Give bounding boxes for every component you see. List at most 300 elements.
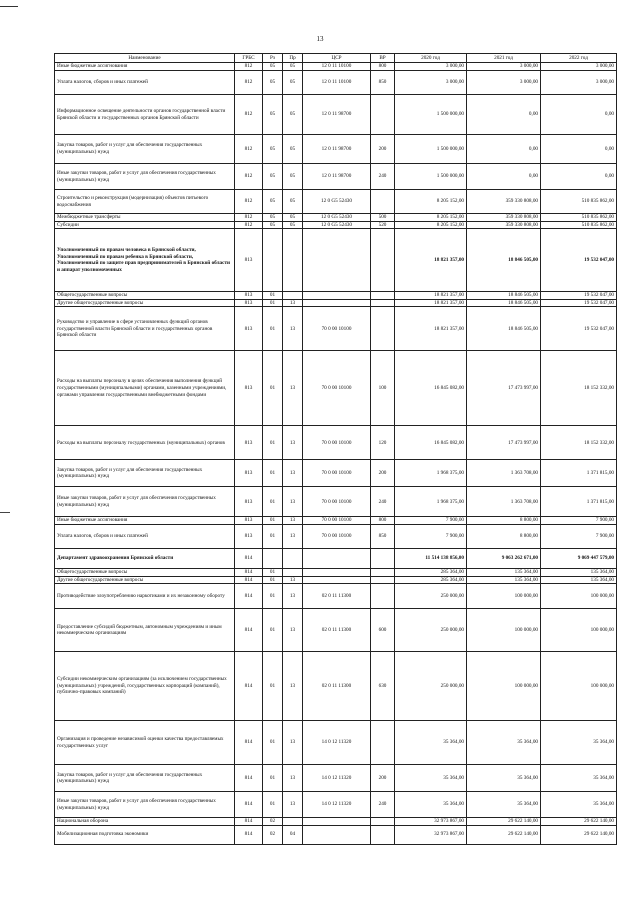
cell-pr: 13 (283, 487, 303, 517)
cell-rz: 05 (263, 135, 283, 164)
cell-name: Иные бюджетные ассигнования (55, 517, 235, 525)
table-row (55, 299, 617, 307)
cell-2021: 1 363 708,00 (467, 460, 541, 487)
cell-rz (263, 548, 283, 568)
cell-2020: 16 845 082,00 (395, 351, 467, 426)
header-grbs: ГРБС (235, 54, 263, 63)
cell-2021: 100 000,00 (467, 609, 541, 652)
cell-grbs: 814 (235, 568, 263, 576)
cell-grbs: 814 (235, 584, 263, 609)
cell-2021: 135 364,00 (467, 576, 541, 584)
cell-name: Общегосударственные вопросы (55, 292, 235, 300)
cell-csr: 12 0 11 98700 (303, 95, 371, 135)
cell-name: Иные закупки товаров, работ и услуг для обеспечения государственных (муниципальных) нужд (55, 487, 235, 517)
cell-2022: 135 364,00 (541, 568, 617, 576)
cell-name: Уплата налогов, сборов и иных платежей (55, 71, 235, 95)
cell-2020: 18 821 357,00 (395, 307, 467, 351)
cell-2022: 100 000,00 (541, 652, 617, 721)
cell-vr: 800 (371, 517, 395, 525)
cell-2022: 18 152 332,00 (541, 426, 617, 460)
cell-2021: 35 364,00 (467, 765, 541, 792)
cell-2022: 510 835 862,00 (541, 221, 617, 229)
cell-pr: 05 (283, 221, 303, 229)
cell-csr: 12 0 11 10100 (303, 63, 371, 71)
cell-name: Иные бюджетные ассигнования (55, 63, 235, 71)
cell-csr: 14 0 12 11320 (303, 765, 371, 792)
cell-rz: 01 (263, 517, 283, 525)
cell-grbs: 814 (235, 576, 263, 584)
cell-vr: 200 (371, 765, 395, 792)
cell-grbs: 813 (235, 487, 263, 517)
cell-pr: 13 (283, 299, 303, 307)
table-header-row (55, 54, 617, 63)
cell-2022: 35 364,00 (541, 765, 617, 792)
cell-2021: 17 473 997,00 (467, 426, 541, 460)
cell-2020: 32 973 867,00 (395, 818, 467, 826)
cell-pr (283, 548, 303, 568)
table-row (55, 721, 617, 765)
cell-rz: 01 (263, 792, 283, 818)
cell-vr: 120 (371, 426, 395, 460)
cell-2021: 359 330 808,00 (467, 221, 541, 229)
cell-vr (371, 292, 395, 300)
cell-vr (371, 548, 395, 568)
cell-2021: 3 000,00 (467, 71, 541, 95)
cell-grbs: 814 (235, 825, 263, 844)
table-row (55, 307, 617, 351)
header-rz: Рз (263, 54, 283, 63)
cell-grbs: 813 (235, 292, 263, 300)
table-row (55, 164, 617, 190)
cell-2021: 18 846 505,00 (467, 307, 541, 351)
cell-csr (303, 818, 371, 826)
cell-csr: 12 0 G5 52430 (303, 221, 371, 229)
cell-2021: 18 846 505,00 (467, 299, 541, 307)
header-csr: ЦСР (303, 54, 371, 63)
cell-csr: 70 0 00 10100 (303, 517, 371, 525)
cell-rz: 02 (263, 825, 283, 844)
cell-csr: 12 0 11 98700 (303, 164, 371, 190)
cell-rz: 05 (263, 164, 283, 190)
cell-csr: 14 0 12 11320 (303, 792, 371, 818)
cell-csr: 02 0 11 11300 (303, 584, 371, 609)
cell-csr: 02 0 11 11300 (303, 609, 371, 652)
cell-2022: 1 371 815,00 (541, 460, 617, 487)
cell-2022: 29 622 140,00 (541, 825, 617, 844)
cell-2021: 35 364,00 (467, 721, 541, 765)
cell-2021: 8 800,00 (467, 524, 541, 548)
cell-2021: 100 000,00 (467, 652, 541, 721)
cell-2021: 359 330 808,00 (467, 190, 541, 214)
table-row (55, 792, 617, 818)
cell-grbs: 814 (235, 765, 263, 792)
cell-name: Уполномоченный по правам человека в Брянской области, Уполномоченный по правам ребенка в Брянской области, Уполномоченный по защите прав предпринимателей в Брянской области и аппарат уполномоченных (55, 229, 235, 292)
cell-vr (371, 299, 395, 307)
cell-grbs: 812 (235, 164, 263, 190)
cell-name: Закупка товаров, работ и услуг для обеспечения государственных (муниципальных) нужд (55, 765, 235, 792)
cell-2020: 8 205 152,00 (395, 190, 467, 214)
cell-pr: 05 (283, 190, 303, 214)
cell-rz: 01 (263, 652, 283, 721)
cell-2020: 3 000,00 (395, 71, 467, 95)
cell-2022: 7 900,00 (541, 524, 617, 548)
cell-pr: 05 (283, 95, 303, 135)
cell-csr (303, 292, 371, 300)
cell-name: Противодействие злоупотреблению наркотиками и их незаконному обороту (55, 584, 235, 609)
table-row (55, 426, 617, 460)
cell-csr: 70 0 00 10100 (303, 426, 371, 460)
table-row (55, 190, 617, 214)
cell-2022: 9 069 447 579,00 (541, 548, 617, 568)
cell-vr: 100 (371, 351, 395, 426)
cell-csr (303, 548, 371, 568)
cell-2020: 250 000,00 (395, 609, 467, 652)
cell-pr: 13 (283, 576, 303, 584)
header-vr: ВР (371, 54, 395, 63)
cell-grbs: 812 (235, 221, 263, 229)
cell-name: Руководство и управление в сфере установленных функций органов государственной власти Брянской области и государственных органов Брянской области (55, 307, 235, 351)
cell-pr (283, 229, 303, 292)
cell-grbs: 813 (235, 517, 263, 525)
cell-grbs: 813 (235, 229, 263, 292)
cell-pr: 13 (283, 307, 303, 351)
cell-rz: 05 (263, 190, 283, 214)
cell-grbs: 813 (235, 524, 263, 548)
cell-grbs: 812 (235, 190, 263, 214)
cell-pr: 13 (283, 524, 303, 548)
table-row (55, 229, 617, 292)
cell-pr: 13 (283, 584, 303, 609)
cell-rz: 01 (263, 292, 283, 300)
cell-vr: 630 (371, 652, 395, 721)
cell-grbs: 813 (235, 307, 263, 351)
cell-name: Уплата налогов, сборов и иных платежей (55, 524, 235, 548)
cell-grbs: 814 (235, 792, 263, 818)
cell-2020: 3 000,00 (395, 63, 467, 71)
cell-2020: 18 821 357,00 (395, 292, 467, 300)
cell-grbs: 813 (235, 460, 263, 487)
cell-pr: 13 (283, 426, 303, 460)
cell-csr (303, 299, 371, 307)
cell-vr (371, 307, 395, 351)
cell-2020: 7 900,00 (395, 524, 467, 548)
cell-rz: 05 (263, 221, 283, 229)
table-row (55, 460, 617, 487)
cell-name: Общегосударственные вопросы (55, 568, 235, 576)
cell-2020: 1 500 000,00 (395, 95, 467, 135)
cell-pr: 05 (283, 63, 303, 71)
cell-2021: 100 000,00 (467, 584, 541, 609)
cell-rz: 05 (263, 95, 283, 135)
cell-pr: 13 (283, 609, 303, 652)
cell-2021: 3 000,00 (467, 63, 541, 71)
cell-2022: 135 364,00 (541, 576, 617, 584)
header-2020: 2020 год (395, 54, 467, 63)
header-2022: 2022 год (541, 54, 617, 63)
cell-rz: 01 (263, 460, 283, 487)
cell-vr (371, 825, 395, 844)
cell-2020: 18 821 357,00 (395, 229, 467, 292)
cell-rz: 02 (263, 818, 283, 826)
cell-csr (303, 576, 371, 584)
cell-pr (283, 292, 303, 300)
table-row (55, 71, 617, 95)
page-number: 13 (316, 35, 324, 43)
cell-2020: 8 205 152,00 (395, 214, 467, 222)
cell-2022: 19 532 047,00 (541, 299, 617, 307)
cell-csr: 12 0 G5 52430 (303, 214, 371, 222)
cell-2020: 7 900,00 (395, 517, 467, 525)
cell-pr: 13 (283, 351, 303, 426)
cell-csr: 70 0 00 10100 (303, 307, 371, 351)
cell-name: Расходы на выплаты персоналу государственных (муниципальных) органов (55, 426, 235, 460)
cell-2021: 9 063 262 671,00 (467, 548, 541, 568)
cell-2020: 1 968 375,00 (395, 460, 467, 487)
table-row (55, 818, 617, 826)
cell-2020: 32 973 867,00 (395, 825, 467, 844)
cell-vr: 600 (371, 609, 395, 652)
cell-2021: 8 800,00 (467, 517, 541, 525)
cell-2022: 19 532 047,00 (541, 229, 617, 292)
cell-pr (283, 568, 303, 576)
cell-grbs: 812 (235, 71, 263, 95)
table-row (55, 584, 617, 609)
cell-pr: 04 (283, 825, 303, 844)
scan-mark-side (0, 512, 10, 513)
table-row (55, 576, 617, 584)
cell-vr (371, 190, 395, 214)
cell-vr (371, 721, 395, 765)
cell-2020: 250 000,00 (395, 652, 467, 721)
cell-rz: 01 (263, 524, 283, 548)
cell-vr (371, 818, 395, 826)
cell-rz: 05 (263, 71, 283, 95)
cell-grbs: 812 (235, 135, 263, 164)
table-body (55, 63, 617, 845)
cell-2020: 16 845 082,00 (395, 426, 467, 460)
cell-name: Закупка товаров, работ и услуг для обеспечения государственных (муниципальных) нужд (55, 460, 235, 487)
table-row (55, 568, 617, 576)
cell-vr: 500 (371, 214, 395, 222)
cell-pr: 05 (283, 164, 303, 190)
cell-pr: 05 (283, 135, 303, 164)
cell-2022: 1 371 815,00 (541, 487, 617, 517)
cell-csr (303, 229, 371, 292)
cell-2022: 510 835 862,00 (541, 190, 617, 214)
cell-2021: 17 473 997,00 (467, 351, 541, 426)
cell-rz: 01 (263, 351, 283, 426)
table-row (55, 652, 617, 721)
cell-pr: 13 (283, 792, 303, 818)
cell-rz: 01 (263, 568, 283, 576)
cell-vr: 520 (371, 221, 395, 229)
cell-vr: 240 (371, 487, 395, 517)
table-row (55, 524, 617, 548)
header-name: Наименование (55, 54, 235, 63)
cell-csr (303, 568, 371, 576)
cell-name: Строительство и реконструкция (модернизация) объектов питьевого водоснабжения (55, 190, 235, 214)
cell-name: Предоставление субсидий бюджетным, автономным учреждениям и иным некоммерческим организациям (55, 609, 235, 652)
cell-grbs: 814 (235, 818, 263, 826)
cell-grbs: 813 (235, 299, 263, 307)
cell-2022: 29 622 140,00 (541, 818, 617, 826)
cell-2021: 135 364,00 (467, 568, 541, 576)
cell-pr: 05 (283, 214, 303, 222)
cell-2022: 3 000,00 (541, 63, 617, 71)
cell-pr: 13 (283, 460, 303, 487)
cell-2021: 18 846 505,00 (467, 229, 541, 292)
cell-name: Организация и проведение независимой оценки качества предоставляемых государственных услуг (55, 721, 235, 765)
scan-mark-top (0, 6, 18, 7)
cell-vr: 850 (371, 524, 395, 548)
cell-2022: 35 364,00 (541, 792, 617, 818)
cell-2022: 0,00 (541, 164, 617, 190)
cell-rz (263, 229, 283, 292)
header-pr: Пр (283, 54, 303, 63)
cell-2022: 18 152 332,00 (541, 351, 617, 426)
cell-2020: 250 000,00 (395, 584, 467, 609)
cell-vr: 240 (371, 164, 395, 190)
table-row (55, 825, 617, 844)
cell-2020: 35 364,00 (395, 721, 467, 765)
cell-rz: 05 (263, 63, 283, 71)
cell-2020: 1 500 000,00 (395, 164, 467, 190)
cell-grbs: 814 (235, 721, 263, 765)
cell-2022: 0,00 (541, 135, 617, 164)
cell-name: Закупка товаров, работ и услуг для обеспечения государственных (муниципальных) нужд (55, 135, 235, 164)
cell-pr: 05 (283, 71, 303, 95)
cell-name: Межбюджетные трансферты (55, 214, 235, 222)
cell-rz: 01 (263, 299, 283, 307)
cell-name: Субсидии некоммерческим организациям (за исключением государственных (муниципальных) учреждений, государственных корпораций (компаний), публично-правовых компаний) (55, 652, 235, 721)
cell-2020: 35 364,00 (395, 792, 467, 818)
header-2021: 2021 год (467, 54, 541, 63)
cell-rz: 01 (263, 721, 283, 765)
cell-vr (371, 568, 395, 576)
cell-2021: 0,00 (467, 135, 541, 164)
cell-rz: 01 (263, 487, 283, 517)
cell-csr: 12 0 11 98700 (303, 135, 371, 164)
cell-vr (371, 576, 395, 584)
cell-rz: 01 (263, 576, 283, 584)
cell-name: Иные закупки товаров, работ и услуг для обеспечения государственных (муниципальных) нужд (55, 164, 235, 190)
table-row (55, 548, 617, 568)
cell-grbs: 812 (235, 63, 263, 71)
cell-2020: 11 514 138 856,00 (395, 548, 467, 568)
cell-csr: 12 0 11 10100 (303, 71, 371, 95)
cell-grbs: 812 (235, 95, 263, 135)
cell-2021: 0,00 (467, 164, 541, 190)
cell-grbs: 814 (235, 548, 263, 568)
cell-vr (371, 95, 395, 135)
cell-2022: 19 532 047,00 (541, 307, 617, 351)
cell-2021: 29 622 140,00 (467, 825, 541, 844)
cell-pr: 13 (283, 721, 303, 765)
cell-vr: 240 (371, 792, 395, 818)
cell-name: Другие общегосударственные вопросы (55, 576, 235, 584)
cell-name: Мобилизационная подготовка экономики (55, 825, 235, 844)
cell-2021: 18 846 505,00 (467, 292, 541, 300)
table-row (55, 63, 617, 71)
cell-vr: 200 (371, 135, 395, 164)
table-row (55, 135, 617, 164)
cell-2022: 510 835 862,00 (541, 214, 617, 222)
cell-csr: 70 0 00 10100 (303, 460, 371, 487)
cell-grbs: 814 (235, 609, 263, 652)
cell-pr: 13 (283, 517, 303, 525)
cell-2020: 1 500 000,00 (395, 135, 467, 164)
cell-csr: 70 0 00 10100 (303, 524, 371, 548)
cell-2020: 285 364,00 (395, 576, 467, 584)
cell-2020: 8 205 152,00 (395, 221, 467, 229)
cell-vr (371, 229, 395, 292)
cell-pr (283, 818, 303, 826)
cell-2021: 0,00 (467, 95, 541, 135)
cell-2022: 100 000,00 (541, 609, 617, 652)
cell-2022: 35 364,00 (541, 721, 617, 765)
table-row (55, 214, 617, 222)
cell-2020: 18 821 357,00 (395, 299, 467, 307)
cell-csr: 70 0 00 10100 (303, 487, 371, 517)
cell-rz: 05 (263, 214, 283, 222)
cell-2020: 1 968 375,00 (395, 487, 467, 517)
cell-csr: 12 0 G5 52430 (303, 190, 371, 214)
cell-grbs: 813 (235, 351, 263, 426)
cell-vr (371, 584, 395, 609)
cell-vr: 800 (371, 63, 395, 71)
cell-rz: 01 (263, 307, 283, 351)
cell-2022: 100 000,00 (541, 584, 617, 609)
cell-2021: 1 363 708,00 (467, 487, 541, 517)
cell-2021: 359 330 808,00 (467, 214, 541, 222)
cell-2022: 19 532 047,00 (541, 292, 617, 300)
cell-2022: 7 900,00 (541, 517, 617, 525)
cell-grbs: 813 (235, 426, 263, 460)
cell-vr: 200 (371, 460, 395, 487)
table-row (55, 351, 617, 426)
cell-rz: 01 (263, 584, 283, 609)
cell-name: Национальная оборона (55, 818, 235, 826)
cell-2020: 35 364,00 (395, 765, 467, 792)
cell-csr (303, 825, 371, 844)
cell-grbs: 814 (235, 652, 263, 721)
cell-name: Информационное освещение деятельности органов государственной власти Брянской области и государственных органов Брянской области (55, 95, 235, 135)
table-row (55, 487, 617, 517)
cell-name: Департамент здравоохранения Брянской области (55, 548, 235, 568)
cell-2022: 3 000,00 (541, 71, 617, 95)
table-row (55, 292, 617, 300)
cell-rz: 01 (263, 609, 283, 652)
table-row (55, 517, 617, 525)
cell-name: Другие общегосударственные вопросы (55, 299, 235, 307)
table-row (55, 609, 617, 652)
cell-pr: 13 (283, 765, 303, 792)
cell-csr: 70 0 00 10100 (303, 351, 371, 426)
cell-2021: 29 622 140,00 (467, 818, 541, 826)
budget-table (54, 53, 617, 845)
cell-2020: 285 364,00 (395, 568, 467, 576)
cell-name: Субсидии (55, 221, 235, 229)
table-row (55, 765, 617, 792)
cell-rz: 01 (263, 765, 283, 792)
cell-grbs: 812 (235, 214, 263, 222)
cell-csr: 02 0 11 11300 (303, 652, 371, 721)
cell-csr: 14 0 12 11320 (303, 721, 371, 765)
cell-2021: 35 364,00 (467, 792, 541, 818)
table-row (55, 221, 617, 229)
cell-2022: 0,00 (541, 95, 617, 135)
table-row (55, 95, 617, 135)
